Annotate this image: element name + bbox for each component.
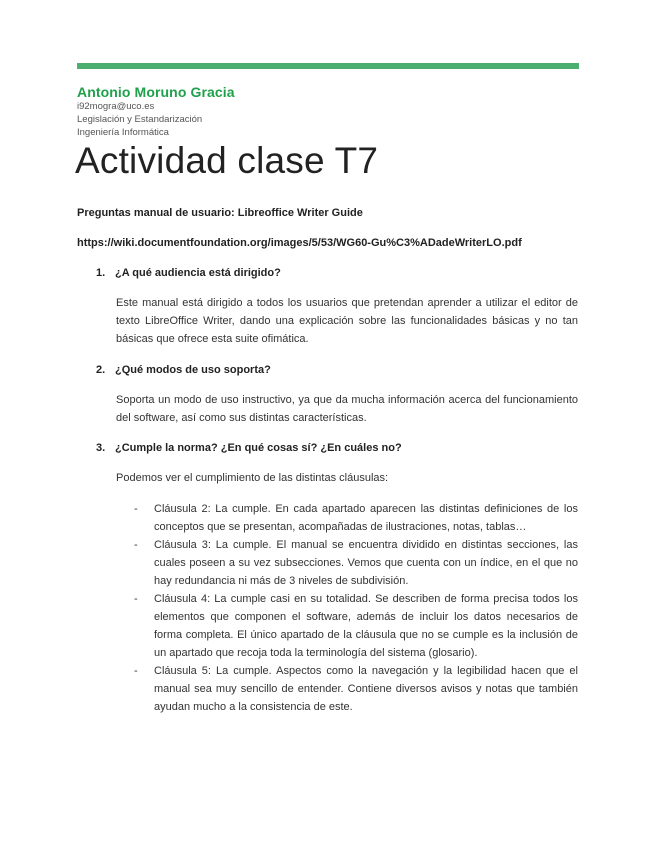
question-number: 3. [96,442,106,454]
answer-3-intro: Podemos ver el cumplimiento de las distintas cláusulas: [116,472,389,484]
clause-text: Cláusula 4: La cumple casi en su totalidad. Se describen de forma precisa todos los elementos que componen el software, además de incluir los datos necesarios de forma completa. El único apartado de la cláusula que no se cumple es la inclusión de un apartado que recoja toda la terminología del sistema (glosario). [154,593,578,659]
clause-text: Cláusula 5: La cumple. Aspectos como la navegación y la legibilidad hacen que el manual sea muy sencillo de entender. Contiene diversos avisos y notas que también ayudan mucho a la consistencia de este. [154,665,578,713]
header-accent-bar [77,63,579,69]
question-number: 2. [96,364,106,376]
document-subtitle: Preguntas manual de usuario: Libreoffice Writer Guide [77,207,363,219]
answer-1: Este manual está dirigido a todos los usuarios que pretendan aprender a utilizar el editor de texto LibreOffice Writer, dando una explicación sobre las funcionalidades básicas y no tan básicas que ofrece esta suite ofimática. [116,297,578,345]
list-item [116,500,578,536]
question-number: 1. [96,267,106,279]
list-item [116,590,578,662]
bullet-dash: - [134,539,138,551]
clause-list [116,500,578,716]
list-item [116,536,578,590]
question-2 [96,364,271,376]
list-item [116,662,578,716]
bullet-dash: - [134,503,138,515]
question-1 [96,267,281,279]
bullet-dash: - [134,665,138,677]
question-text: ¿Cumple la norma? ¿En qué cosas sí? ¿En cuáles no? [115,442,402,454]
question-text: ¿Qué modos de uso soporta? [115,364,271,376]
answer-2: Soporta un modo de uso instructivo, ya que da mucha información acerca del funcionamiento del software, así como sus distintas características. [116,394,578,424]
author-name: Antonio Moruno Gracia [77,84,235,100]
page-title: Actividad clase T7 [75,140,379,181]
course-subject: Legislación y Estandarización [77,114,203,125]
clause-text: Cláusula 2: La cumple. En cada apartado aparecen las distintas definiciones de los conceptos que se presentan, acompañadas de ilustraciones, notas, tablas… [154,503,578,533]
bullet-dash: - [134,593,138,605]
degree-name: Ingeniería Informática [77,127,169,138]
question-text: ¿A qué audiencia está dirigido? [115,267,281,279]
question-3 [96,442,402,454]
manual-url: https://wiki.documentfoundation.org/images/5/53/WG60-Gu%C3%ADadeWriterLO.pdf [77,237,522,249]
author-email: i92mogra@uco.es [77,101,155,112]
clause-text: Cláusula 3: La cumple. El manual se encuentra dividido en distintas secciones, las cuales poseen a su vez subsecciones. Vemos que cuenta con un índice, en el que no hay redundancia ni más de 3 niveles de subdivisión. [154,539,578,587]
